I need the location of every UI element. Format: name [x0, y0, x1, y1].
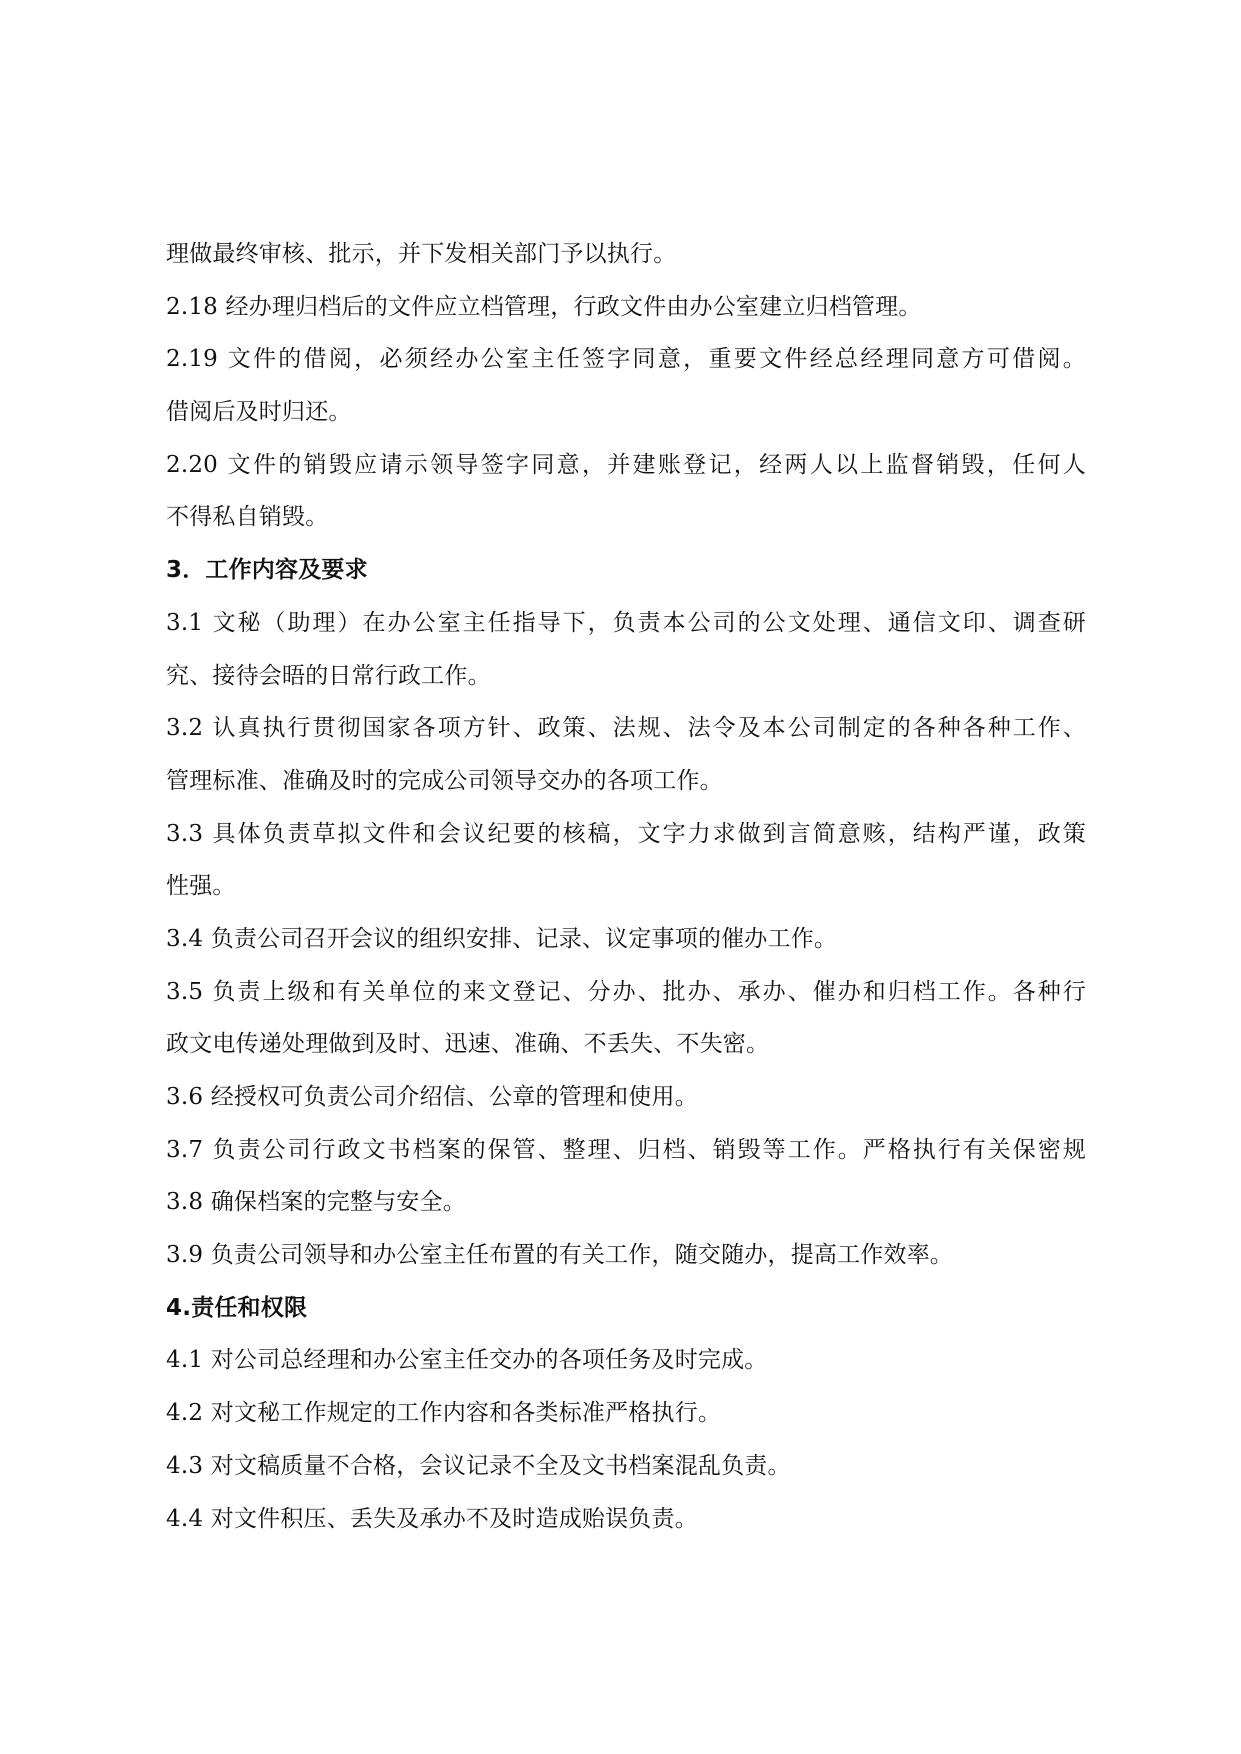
clause-2-18: 2.18 经办理归档后的文件应立档管理，行政文件由办公室建立归档管理。	[166, 293, 922, 320]
clause-3-1: 3.1 文秘（助理）在办公室主任指导下，负责本公司的公文处理、通信文印、调查研	[166, 609, 1086, 636]
paragraph-line: 理做最终审核、批示，并下发相关部门予以执行。	[166, 241, 677, 267]
document-body	[166, 228, 1086, 1545]
clause-3-9: 3.9 负责公司领导和办公室主任布置的有关工作，随交随办，提高工作效率。	[166, 1242, 954, 1269]
clause-3-6: 3.6 经授权可负责公司介绍信、公章的管理和使用。	[166, 1084, 698, 1110]
clause-3-4: 3.4 负责公司召开会议的组织安排、记录、议定事项的催办工作。	[166, 925, 838, 952]
clause-3-3-continued: 性强。	[166, 873, 236, 900]
clause-3-7: 3.7 负责公司行政文书档案的保管、整理、归档、销毁等工作。严格执行有关保密规	[166, 1136, 1086, 1163]
clause-3-2-continued: 管理标准、准确及时的完成公司领导交办的各项工作。	[166, 767, 723, 794]
clause-3-5: 3.5 负责上级和有关单位的来文登记、分办、批办、承办、催办和归档工作。各种行	[166, 978, 1086, 1005]
clause-3-1-continued: 究、接待会晤的日常行政工作。	[166, 662, 491, 689]
section-heading-4: 4.责任和权限	[166, 1294, 308, 1321]
clause-4-3: 4.3 对文稿质量不合格，会议记录不全及文书档案混乱负责。	[166, 1452, 791, 1479]
clause-3-2: 3.2 认真执行贯彻国家各项方针、政策、法规、法令及本公司制定的各种各种工作、	[166, 715, 1086, 742]
clause-4-4: 4.4 对文件积压、丢失及承办不及时造成贻误负责。	[166, 1505, 698, 1532]
clause-4-1: 4.1 对公司总经理和办公室主任交办的各项任务及时完成。	[166, 1347, 768, 1374]
clause-3-5-continued: 政文电传递处理做到及时、迅速、准确、不丢失、不失密。	[166, 1031, 770, 1058]
clause-3-8: 3.8 确保档案的完整与安全。	[166, 1189, 466, 1216]
clause-2-20-continued: 不得私自销毁。	[166, 504, 329, 531]
clause-4-2: 4.2 对文秘工作规定的工作内容和各类标准严格执行。	[166, 1400, 722, 1427]
clause-2-19-continued: 借阅后及时归还。	[166, 399, 352, 426]
clause-3-3: 3.3 具体负责草拟文件和会议纪要的核稿，文字力求做到言简意赅，结构严谨，政策	[166, 820, 1086, 847]
clause-2-20: 2.20 文件的销毁应请示领导签字同意，并建账登记，经两人以上监督销毁，任何人	[166, 451, 1086, 478]
section-heading-3: 3．工作内容及要求	[166, 557, 368, 584]
clause-2-19: 2.19 文件的借阅，必须经办公室主任签字同意，重要文件经总经理同意方可借阅。	[166, 346, 1086, 373]
